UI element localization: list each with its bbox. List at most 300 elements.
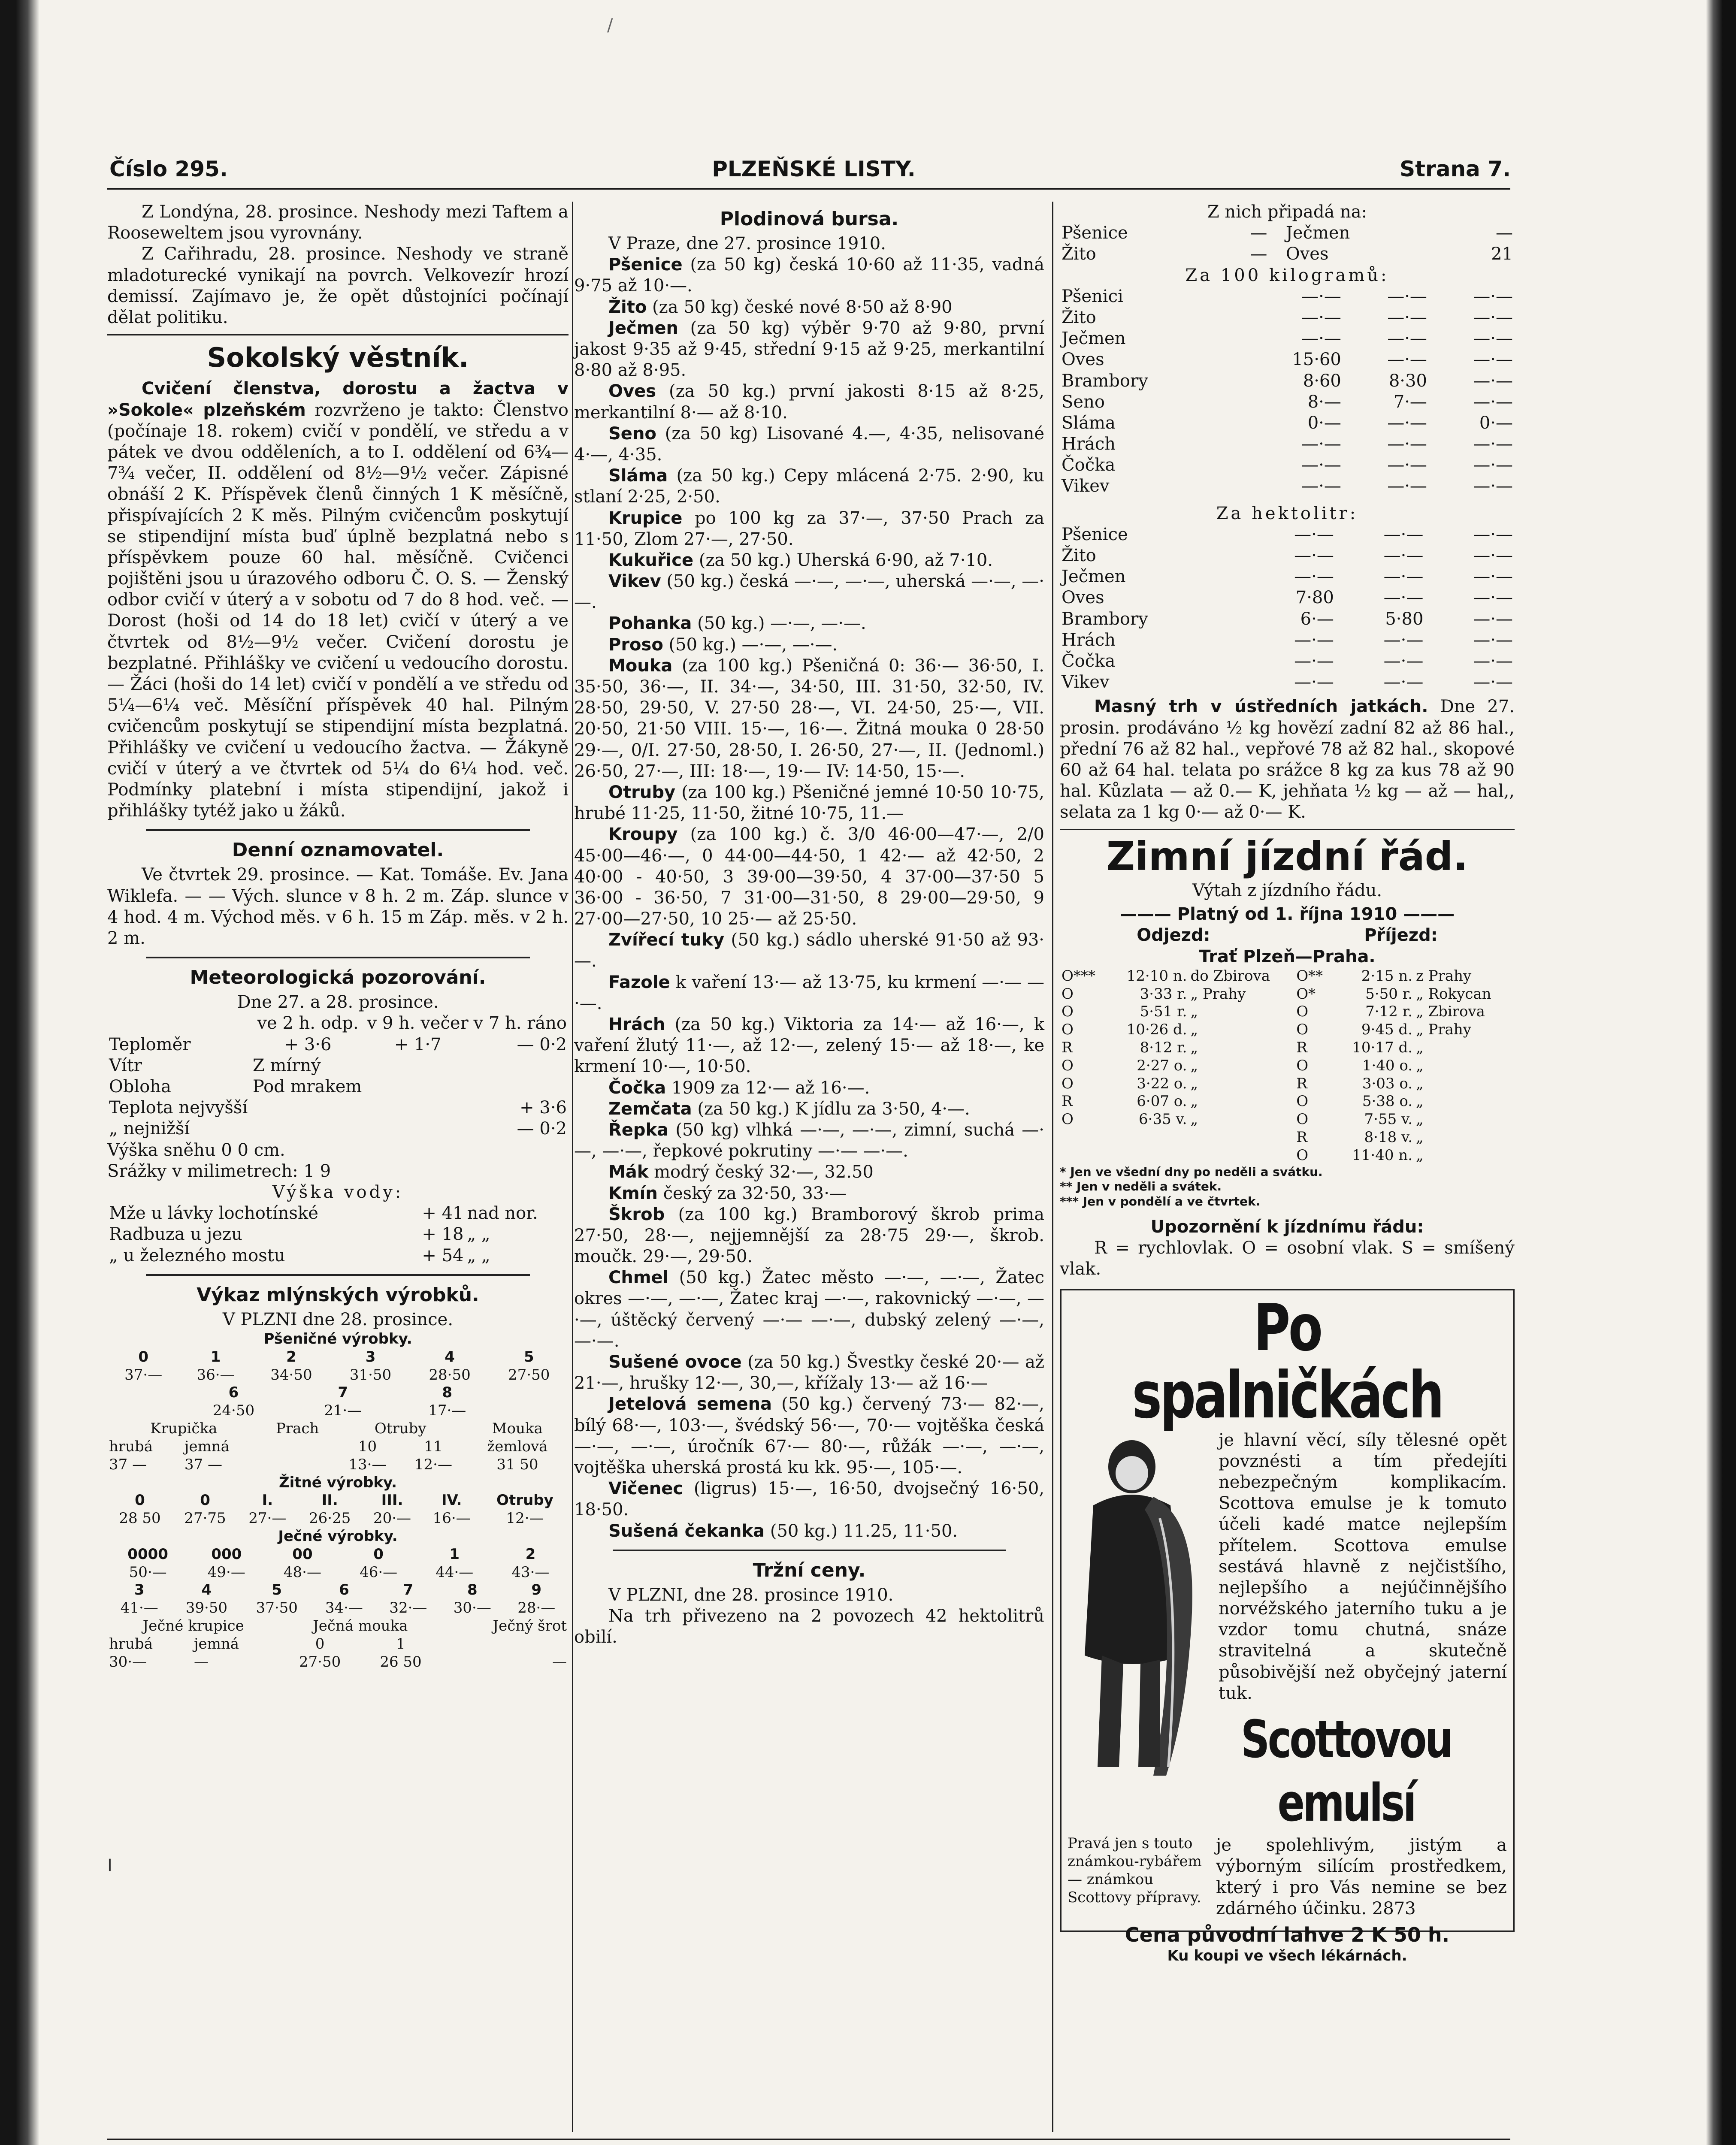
announcer-text: Ve čtvrtek 29. prosince. — Kat. Tomáše. Ev. Jana Wiklefa. — — Vých. slunce v 8 h. 2 m. Záp. slunce v 4 hod. 4 m. Východ měs. v 6 h. 15 m Záp. měs. v 2 h. 2 m. <box>107 865 569 948</box>
table-row <box>1060 1021 1515 1039</box>
price-label: Žito <box>1062 307 1096 327</box>
share-value: — <box>1250 223 1267 243</box>
timetable-cell: O <box>1062 1003 1074 1021</box>
share-label: Oves <box>1285 244 1329 264</box>
timetable-cell: 6·35 v. <box>1139 1111 1187 1128</box>
timetable-cell: 8·12 r. <box>1140 1039 1187 1057</box>
bursa-item <box>574 1352 1044 1394</box>
bursa-item-name: Krupice <box>608 508 683 528</box>
table-row <box>1060 244 1515 265</box>
meteo-value: Pod mrakem <box>252 1077 362 1097</box>
timetable-cell: 2·15 n. <box>1361 967 1413 985</box>
misc-value: 37 <box>184 1456 203 1473</box>
price-value: —·— <box>1473 455 1513 475</box>
rye-value: 27·— <box>248 1510 287 1527</box>
bursa-item <box>574 318 1044 381</box>
misc-sub: 0 <box>315 1635 325 1653</box>
timetable-cell: 10·17 d. <box>1352 1039 1413 1057</box>
price-value: —·— <box>1387 286 1427 306</box>
bursa-item-text: (za 50 kg.) Viktoria za 14·— až 16·—, k vaření žlutý 11·—, až 12·—, zelený 15·— až 18·—, ke krmení 10·—, 10·50. <box>574 1015 1045 1077</box>
scott-emulsion-ad <box>1060 1289 1515 1964</box>
barley-col: 4 <box>201 1581 212 1599</box>
bursa-item <box>574 381 1044 423</box>
wheat-value: 17·— <box>428 1402 466 1420</box>
meteo-date: Dne 27. a 28. prosince. <box>237 992 439 1012</box>
scan-edge-left <box>0 0 39 2145</box>
wheat-col: 6 <box>228 1384 239 1402</box>
bursa-item <box>574 1267 1044 1352</box>
timetable-warning: R = rychlovlak. O = osobní vlak. S = smíšený vlak. <box>1060 1238 1515 1279</box>
timetable-table <box>1060 967 1515 1165</box>
wheat-value: 31·50 <box>349 1366 392 1384</box>
misc-value: 27·50 <box>299 1653 341 1671</box>
barley-col: 0000 <box>127 1545 168 1563</box>
bursa-item <box>574 634 1044 656</box>
timetable-cell: „ <box>1416 1129 1424 1146</box>
table-row <box>1060 1129 1515 1147</box>
bursa-item <box>574 1078 1044 1099</box>
meteo-value <box>365 1118 471 1139</box>
timetable-cell <box>1060 1147 1107 1165</box>
column-rule <box>572 202 573 2132</box>
bursa-item-name: Zemčata <box>608 1099 692 1119</box>
timetable-cell: „ Zbirova <box>1416 1003 1485 1021</box>
wheat-value: 37·— <box>124 1366 163 1384</box>
timetable-headers <box>1060 925 1515 946</box>
timetable-cell: 2·27 o. <box>1137 1057 1187 1074</box>
bursa-item-text: 1909 za 12·— až 16·—. <box>671 1078 870 1098</box>
meteo-value: — 0·2 <box>517 1119 567 1139</box>
table-row <box>1060 609 1515 630</box>
table-row <box>107 1055 569 1076</box>
misc-sub: jemná <box>184 1438 230 1455</box>
timetable-cell <box>1189 1129 1295 1147</box>
price-value: —·— <box>1387 413 1427 433</box>
bursa-item-name: Otruby <box>608 782 676 802</box>
meteo-value <box>365 1055 471 1076</box>
timetable-cell <box>1107 1129 1189 1147</box>
bursa-item-text: (za 50 kg) Lisované 4.—, 4·35, nelisované 4·—, 4·35. <box>574 423 1044 465</box>
price-label: Vikev <box>1062 476 1110 496</box>
bursa-item-text: (50 kg.) 11.25, 11·50. <box>770 1521 958 1541</box>
bursa-item-text: (za 50 kg) česká 10·60 až 11·35, vadná 9·75 až 10·—. <box>574 255 1045 296</box>
bursa-item-text: k vaření 13·— až 13·75, ku krmení —·— —·—. <box>574 972 1044 1013</box>
bursa-list <box>574 254 1044 1541</box>
rye-col: II. <box>321 1492 338 1509</box>
timetable-heading: Zimní jízdní řád. <box>1106 834 1468 880</box>
divider <box>146 957 530 958</box>
meteo-label: „ nejnižší <box>109 1119 190 1139</box>
bursa-item <box>574 1099 1044 1120</box>
price-value: —·— <box>1387 307 1427 327</box>
price-value: —·— <box>1383 588 1424 608</box>
barley-col: 8 <box>467 1581 478 1599</box>
share-heading: Z nich připadá na: <box>1207 202 1367 222</box>
misc-value: 30·— <box>109 1653 147 1671</box>
timetable-cell: „ <box>1190 1003 1198 1021</box>
timetable-cell: 7·55 v. <box>1364 1111 1413 1128</box>
price-value: 8·60 <box>1303 371 1341 391</box>
meteo-snow: Výška sněhu 0 0 cm. <box>107 1140 285 1160</box>
bursa-item-text: (za 100 kg.) č. 3/0 46·00—47·—, 2/0 45·00—46·—, 0 44·00—44·50, 1 42·— až 42·50, 2 40·00 - 40·50, 3 39·00—39·50, 4 37·00—37·50 5 36·00 - 36·50, 7 31·00—31·50, 8 29·00—29·50, 9 27·00—27·50, 10 25·— až 25·50. <box>574 825 1044 929</box>
price-value: —·— <box>1294 567 1334 587</box>
rye-heading: Žitné výrobky. <box>278 1474 397 1491</box>
mill-place: V PLZNI dne 28. prosince. <box>222 1309 454 1329</box>
bursa-item-name: Pohanka <box>608 613 692 634</box>
departure-label: Odjezd: <box>1137 925 1210 946</box>
ad-brand: Scottovou emulsí <box>1240 1710 1452 1833</box>
price-value: —·— <box>1294 524 1334 544</box>
hl-heading: Za hektolitr: <box>1216 503 1358 523</box>
water-label: Radbuza u jezu <box>109 1224 242 1245</box>
bursa-item <box>574 1183 1044 1204</box>
meteo-col: v 9 h. večer <box>367 1013 469 1033</box>
price-value: —·— <box>1383 524 1424 544</box>
misc-value: 12·— <box>414 1456 452 1473</box>
timetable-cell: z Prahy <box>1416 967 1472 985</box>
price-label: Žito <box>1062 546 1096 565</box>
timetable-cell: „ <box>1416 1057 1424 1074</box>
bursa-item-name: Jetelová semena <box>608 1394 772 1414</box>
wheat-col: 4 <box>445 1348 455 1366</box>
ad-caption: Pravá jen s touto známkou-rybářem — známkou Scottovy přípravy. <box>1068 1835 1202 1906</box>
barley-value: 39·50 <box>185 1599 228 1617</box>
barley-value: 41·— <box>120 1599 158 1617</box>
price-value: —·— <box>1294 630 1334 650</box>
timetable-cell: O <box>1062 1021 1074 1039</box>
bursa-item <box>574 930 1044 972</box>
sokol-heading: Sokolský věstník. <box>207 342 469 374</box>
column-2 <box>574 202 1044 1648</box>
timetable-cell: O <box>1062 1075 1074 1092</box>
meteo-label: Teploměr <box>109 1034 191 1054</box>
meat-text: Dne 27. prosin. prodáváno ½ kg hovězí zadní 82 až 86 hal., přední 76 až 82 hal., vepřové 78 až 82 hal., skopové 60 až 64 hal. telata po srážce 8 kg za kus 78 až 90 hal. Kůzlata — až 0.— K, jehňata ½ kg — až — hal,, selata za 1 kg 0·— až 0·— K. <box>1060 697 1515 822</box>
water-heading: Výška vody: <box>272 1182 404 1202</box>
column-1 <box>107 202 569 1671</box>
table-row <box>1060 1075 1515 1093</box>
price-value: —·— <box>1387 329 1427 349</box>
announcer-heading: Denní oznamovatel. <box>232 839 444 861</box>
barley-col: 1 <box>449 1545 460 1563</box>
price-value: —·— <box>1473 651 1513 671</box>
table-row <box>1060 413 1515 434</box>
timetable-cell: 3·22 o. <box>1137 1075 1187 1092</box>
barley-value: 44·— <box>436 1563 474 1581</box>
misc-sub: hrubá <box>109 1438 153 1455</box>
price-value: —·— <box>1473 524 1513 544</box>
bursa-item-text: (50 kg.) —·—, —·—. <box>697 613 866 634</box>
wheat-col: 3 <box>365 1348 376 1366</box>
timetable-cell: R <box>1296 1129 1307 1146</box>
misc-col: Otruby <box>374 1420 426 1438</box>
water-unit: nad nor. <box>467 1203 538 1224</box>
timetable-cell: O* <box>1296 985 1316 1003</box>
misc-col: Mouka <box>492 1420 543 1438</box>
timetable-cell <box>1107 1147 1189 1165</box>
barley-misc-table <box>107 1617 569 1671</box>
price-value: —·— <box>1294 672 1334 692</box>
timetable-valid: ——— Platný od 1. října 1910 ——— <box>1119 904 1455 924</box>
misc-value: — <box>194 1653 209 1671</box>
kg-heading: Za 100 kilogramů: <box>1185 265 1389 285</box>
misc-sub: hrubá <box>109 1635 153 1653</box>
bursa-item-name: Kmín <box>608 1183 658 1203</box>
timetable-sub: Výtah z jízdního řádu. <box>1192 881 1382 901</box>
water-unit: „ „ <box>467 1245 490 1266</box>
barley-col: 6 <box>339 1581 349 1599</box>
barley-col: 00 <box>292 1545 313 1563</box>
bursa-item-text: (50 kg.) červený 73·— 82·—, bílý 68·—, 103·—, švédský 56·—, 70·— vojtěška česká —·—, —·—, úročník 67·— 80·—, růžák —·—, —·—, vojtěška uherská prostá ku kk. 95·—, 105·—. <box>574 1394 1044 1477</box>
meteo-value: + 3·6 <box>284 1034 332 1054</box>
ad-text-2: je spolehlivým, jistým a výborným silícím prostředkem, který i pro Vás nemine se bez zdárného účinku. <box>1216 1835 1507 1918</box>
bursa-heading: Plodinová bursa. <box>720 208 899 230</box>
divider <box>1060 829 1515 830</box>
bursa-item-text: (za 100 kg.) Bramborový škrob prima 27·50, 28·—, nejjemnější za 28·75 29·—, škrob. moučk. 29·—, 29·50. <box>574 1204 1044 1267</box>
price-value: —·— <box>1473 546 1513 565</box>
bursa-item <box>574 1204 1044 1268</box>
price-value: 7·— <box>1393 392 1427 412</box>
price-value: —·— <box>1383 672 1424 692</box>
mill-heading: Výkaz mlýnských výrobků. <box>197 1284 479 1306</box>
bursa-item <box>574 254 1044 296</box>
price-label: Čočka <box>1062 651 1116 671</box>
misc-sub: 11 <box>424 1438 443 1455</box>
price-value: —·— <box>1301 286 1341 306</box>
meteo-col: v 7 h. ráno <box>473 1013 567 1033</box>
wheat-col: 7 <box>338 1384 348 1402</box>
timetable-cell: 3·33 r. <box>1140 985 1187 1003</box>
bursa-item <box>574 1162 1044 1183</box>
timetable-cell: R <box>1296 1039 1307 1057</box>
bursa-item-text: (za 50 kg.) K jídlu za 3·50, 4·—. <box>697 1099 970 1119</box>
price-value: —·— <box>1301 434 1341 454</box>
timetable-cell: 7·12 r. <box>1365 1003 1413 1021</box>
price-value: 5·80 <box>1385 609 1424 629</box>
timetable-cell: O <box>1296 1003 1309 1021</box>
table-row <box>1060 524 1515 545</box>
wheat-col: 8 <box>442 1384 453 1402</box>
bursa-item-text: (za 50 kg.) Cepy mlácená 2·75. 2·90, ku stlaní 2·25, 2·50. <box>574 466 1044 507</box>
bursa-item-text: (za 50 kg) české nové 8·50 až 8·90 <box>652 297 953 317</box>
barley-col: 3 <box>134 1581 145 1599</box>
divider <box>107 334 569 335</box>
market-date: V PLZNI, dne 28. prosince 1910. <box>608 1585 894 1605</box>
bursa-item <box>574 550 1044 571</box>
timetable-cell <box>1060 1129 1107 1147</box>
price-label: Pšenice <box>1062 524 1128 544</box>
bursa-item-name: Hrách <box>608 1015 665 1035</box>
price-value: —·— <box>1301 307 1341 327</box>
misc-col: Prach <box>275 1420 319 1438</box>
divider <box>613 1550 1006 1551</box>
timetable-cell: 10·26 d. <box>1126 1021 1187 1039</box>
bursa-item-text: (50 kg.) Žatec město —·—, —·—, Žatec okres —·—, —·—, Žatec kraj —·—, rakovnický —·—, —·—, úštěcký červený —·— —·—, dubský zelený —·—, —·—. <box>574 1268 1044 1351</box>
table-row <box>1060 651 1515 672</box>
rye-value: 16·— <box>432 1510 471 1527</box>
timetable-cell: O <box>1296 1057 1309 1074</box>
timetable-cell: O <box>1296 1021 1309 1039</box>
barley-value: 49·— <box>207 1563 245 1581</box>
price-value: —·— <box>1387 455 1427 475</box>
table-row <box>1060 476 1515 497</box>
price-value: —·— <box>1473 476 1513 496</box>
table-row <box>1060 545 1515 566</box>
table-row <box>107 1076 569 1097</box>
misc-col: Krupička <box>150 1420 218 1438</box>
meteo-value <box>471 1055 569 1076</box>
barley-value: 37·50 <box>256 1599 298 1617</box>
market-text: Na trh přivezeno na 2 povozech 42 hektolitrů obilí. <box>574 1606 1044 1647</box>
bursa-item-name: Řepka <box>608 1120 669 1140</box>
bursa-item-text: (50 kg) vlhká —·—, —·—, zimní, suchá —·—, —·—, řepkové pokrutiny —·— —·—. <box>574 1120 1044 1161</box>
table-row <box>1060 286 1515 307</box>
bursa-item-text: (50 kg.) česká —·—, —·—, uherská —·—, —·—. <box>574 571 1044 613</box>
kg-table <box>1060 286 1515 497</box>
price-label: Sláma <box>1062 413 1116 433</box>
barley-col: 9 <box>531 1581 542 1599</box>
barley-table-2 <box>107 1581 569 1617</box>
price-label: Čočka <box>1062 455 1116 475</box>
meteo-value <box>365 1076 471 1097</box>
table-row <box>107 1224 569 1245</box>
timetable-cell: O <box>1296 1111 1309 1128</box>
meteo-label: Vítr <box>109 1055 142 1076</box>
timetable-cell: 5·50 r. <box>1365 985 1413 1003</box>
scan-mark: / <box>607 15 613 35</box>
bursa-item-name: Vikev <box>608 571 661 592</box>
rye-value: 26·25 <box>309 1510 351 1527</box>
price-label: Brambory <box>1062 371 1148 391</box>
bursa-item <box>574 1014 1044 1078</box>
price-value: —·— <box>1473 567 1513 587</box>
price-value: —·— <box>1383 567 1424 587</box>
bursa-item-name: Sláma <box>608 466 668 486</box>
barley-value: 30·— <box>453 1599 491 1617</box>
timetable-warning-heading: Upozornění k jízdnímu řádu: <box>1150 1217 1424 1237</box>
bursa-item-name: Škrob <box>608 1204 665 1224</box>
price-value: —·— <box>1473 371 1513 391</box>
wheat-value: 28·50 <box>429 1366 471 1384</box>
divider <box>146 829 530 831</box>
bursa-item-text: (50 kg.) —·—, —·—. <box>668 634 838 655</box>
timetable-route: Trať Plzeň—Praha. <box>1199 946 1376 967</box>
wheat-value: 21·— <box>324 1402 362 1420</box>
wheat-col: 1 <box>210 1348 221 1366</box>
price-value: 8·30 <box>1388 371 1427 391</box>
bursa-item <box>574 571 1044 613</box>
barley-value: 48·— <box>283 1563 321 1581</box>
scan-mark: I <box>107 1856 112 1876</box>
page-number: Strana 7. <box>1400 156 1511 181</box>
meteo-value: + 3·6 <box>520 1098 567 1118</box>
price-value: —·— <box>1387 434 1427 454</box>
bursa-item <box>574 465 1044 508</box>
timetable-cell: 3·03 o. <box>1362 1075 1413 1092</box>
price-value: —·— <box>1301 329 1341 349</box>
rye-value: 12·— <box>506 1510 544 1527</box>
timetable-cell: 12·10 n. <box>1126 967 1187 985</box>
price-value: —·— <box>1383 651 1424 671</box>
misc-sub: 10 <box>358 1438 377 1455</box>
hl-table <box>1060 524 1515 693</box>
timetable-cell: 6·07 o. <box>1137 1093 1187 1110</box>
timetable-cell: „ <box>1416 1093 1424 1110</box>
table-row <box>1060 1057 1515 1075</box>
meteo-value: Z mírný <box>252 1055 321 1076</box>
price-value: 8·— <box>1307 392 1341 412</box>
timetable-note: ** Jen v neděli a svátek. <box>1060 1179 1222 1194</box>
bursa-item-name: Seno <box>608 423 656 444</box>
table-row <box>1060 672 1515 693</box>
wheat-table-2 <box>176 1384 499 1420</box>
bursa-item-name: Žito <box>608 297 647 317</box>
barley-col: 0 <box>373 1545 384 1563</box>
bursa-item-name: Kroupy <box>608 825 678 845</box>
share-label: Pšenice <box>1062 223 1128 243</box>
barley-heading: Ječné výrobky. <box>278 1527 398 1545</box>
timetable-cell: 9·45 d. <box>1361 1021 1413 1039</box>
table-row <box>1060 1039 1515 1057</box>
table-row <box>107 1097 569 1118</box>
timetable-cell: „ <box>1190 1039 1198 1057</box>
timetable-cell <box>1189 1147 1295 1165</box>
rye-col: 0 <box>135 1492 145 1509</box>
price-label: Vikev <box>1062 672 1110 692</box>
rye-col: I. <box>262 1492 273 1509</box>
bursa-item <box>574 613 1044 634</box>
price-label: Brambory <box>1062 609 1148 629</box>
wheat-heading: Pšeničné výrobky. <box>263 1330 412 1348</box>
bursa-item-name: Sušená čekanka <box>608 1521 765 1541</box>
price-value: 15·60 <box>1292 350 1341 370</box>
barley-col: 000 <box>211 1545 242 1563</box>
timetable-cell: „ Prahy <box>1416 1021 1471 1039</box>
misc-sub: žemlová <box>487 1438 548 1455</box>
barley-value: 46·— <box>360 1563 398 1581</box>
water-value: + 18 <box>422 1224 464 1245</box>
price-value: —·— <box>1473 672 1513 692</box>
misc-value: — <box>132 1456 147 1473</box>
wheat-col: 5 <box>523 1348 534 1366</box>
market-heading: Tržní ceny. <box>753 1559 866 1581</box>
barley-value: 34·— <box>325 1599 363 1617</box>
timetable-cell: „ <box>1190 1093 1198 1110</box>
water-label: Mže u lávky lochotínské <box>109 1203 318 1224</box>
bursa-item <box>574 1521 1044 1542</box>
bursa-item <box>574 656 1044 782</box>
ad-buy: Ku koupi ve všech lékárnách. <box>1167 1947 1407 1964</box>
price-value: —·— <box>1473 609 1513 629</box>
misc-col: Ječná mouka <box>313 1617 408 1635</box>
table-row <box>1060 985 1515 1003</box>
timetable-cell: O <box>1296 1146 1309 1164</box>
price-value: 0·— <box>1479 413 1513 433</box>
ad-price: Cena původní lahve 2 K 50 h. <box>1125 1923 1450 1946</box>
timetable-cell: O <box>1062 1111 1074 1128</box>
rye-col: III. <box>381 1492 403 1509</box>
table-row <box>1060 349 1515 370</box>
table-row <box>1060 1093 1515 1111</box>
misc-col: Ječné krupice <box>142 1617 244 1635</box>
price-value: —·— <box>1473 307 1513 327</box>
timetable-cell: 5·51 r. <box>1140 1003 1187 1021</box>
timetable-cell: O*** <box>1062 967 1095 985</box>
barley-value: 28·— <box>517 1599 556 1617</box>
bursa-item-name: Mouka <box>608 656 673 676</box>
bursa-item-text: (za 50 kg.) Uherská 6·90, až 7·10. <box>699 550 993 570</box>
timetable-cell: 1·40 o. <box>1362 1057 1413 1074</box>
misc-value: 26 50 <box>380 1653 422 1671</box>
